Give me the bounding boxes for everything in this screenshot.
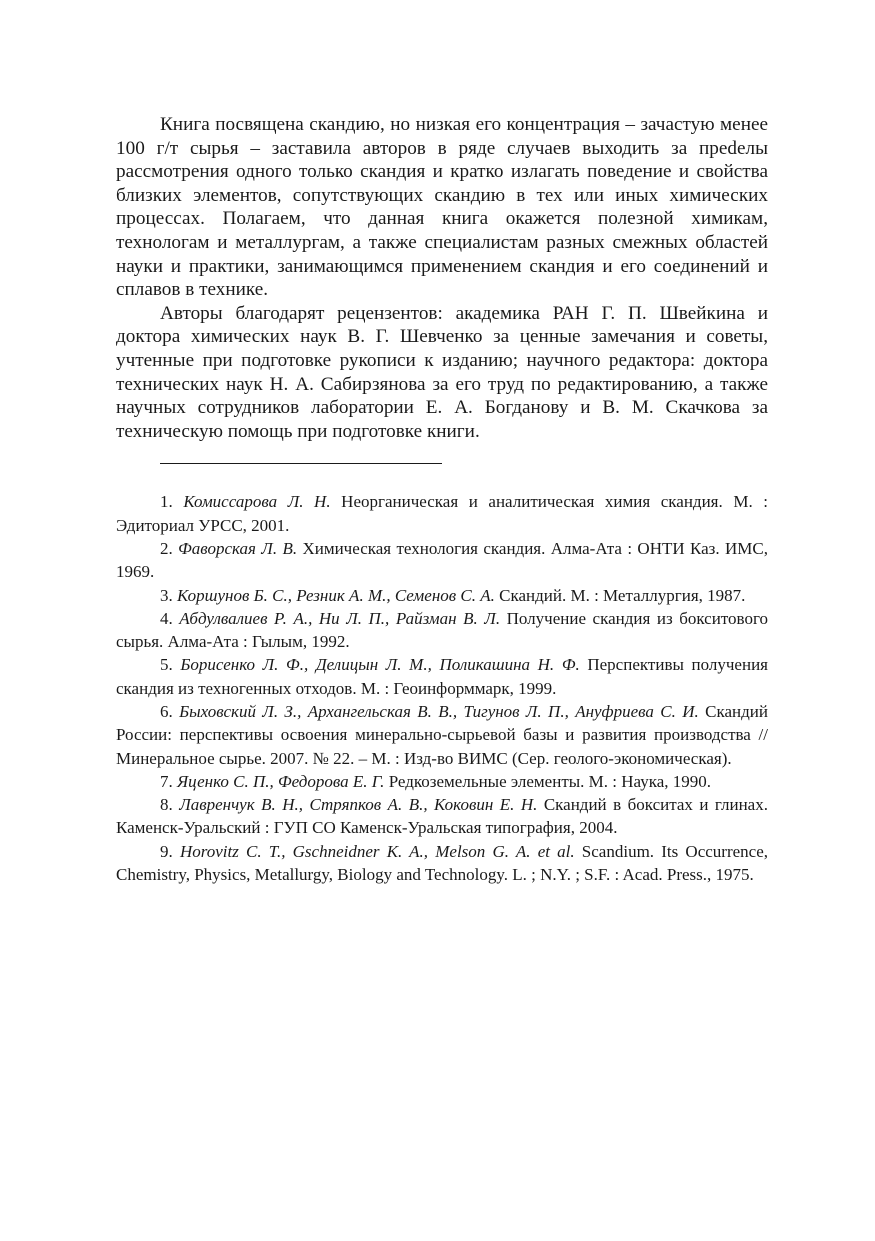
footnote-divider [160,463,442,464]
paragraph-intro: Книга посвящена скандию, но низкая его концентрация – зачастую менее 100 г/т сырья – заставила авторов в ряде случаев выходить за преdелы рассмотрения одного только скандия и кратко излагать поведение и свойства близких элементов, сопутствующих скандию в тех или иных химических процессах. Полагаем, что данная книга окажется полезной химикам, технологам и металлургам, а также специалистам разных смежных областей науки и практики, занимающимся применением скандия и его соединений и сплавов в технике. [116,114,768,301]
reference-number: 3. [160,585,177,605]
reference-text: Редкоземельные элементы. М. : Наука, 1990. [384,771,712,791]
reference-authors: Коршунов Б. С., Резник А. М., Семенов С. А. [177,585,495,605]
reference-number: 4. [160,608,180,628]
reference-text: Перспективы получения скандия из техногенных отходов. М. : Геоинформмарк, 1999. [116,655,768,698]
reference-authors: Фаворская Л. В. [178,538,298,558]
reference-item [116,607,768,654]
reference-list [116,490,768,886]
reference-authors: Быховский Л. З., Архангельская В. В., Тигунов Л. П., Ануфриева С. И. [179,701,699,721]
body-text [116,113,768,443]
reference-item [116,490,768,537]
reference-number: 5. [160,655,181,675]
reference-authors: Абдулвалиев Р. А., Ни Л. П., Райзман В. Л. [179,608,501,628]
reference-number: 1. [160,492,184,512]
reference-number: 9. [160,841,180,861]
reference-item [116,793,768,840]
paragraph-acknowledgements: Авторы благодарят рецензентов: академика РАН Г. П. Швейкина и доктора химических наук В. Г. Шевченко за ценные замечания и советы, учтенные при подготовке рукописи к изданию; научного редактора: доктора технических наук Н. А. Сабирзянова за его труд по редактированию, а также научных сотрудников лаборатории Е. А. Богданову и В. М. Скачкова за техническую помощь при подготовке книги. [116,302,768,442]
reference-authors: Яценко С. П., Федорова Е. Г. [177,771,385,791]
reference-item [116,770,768,793]
reference-item [116,700,768,770]
reference-number: 8. [160,795,180,815]
reference-text: Скандий в бокситах и глинах. Каменск-Уральский : ГУП СО Каменск-Уральская типография, 2004. [116,795,768,838]
reference-item [116,584,768,607]
book-page [116,113,768,886]
reference-text: Скандий России: перспективы освоения минерально-сырьевой базы и развития производства // Минеральное сырье. 2007. № 22. – М. : Изд-во ВИМС (Сер. геолого-экономическая). [116,701,768,768]
reference-item [116,840,768,887]
reference-text: Химическая технология скандия. Алма-Ата : ОНТИ Каз. ИМС, 1969. [116,538,768,582]
reference-text: Scandium. Its Occurrence, Chemistry, Physics, Metallurgy, Biology and Technology. L. ; N.Y. ; S.F. : Acad. Press., 1975. [116,841,768,885]
reference-number: 7. [160,771,177,791]
reference-item [116,537,768,584]
reference-text: Скандий. М. : Металлургия, 1987. [494,585,746,605]
reference-authors: Horovitz C. T., Gschneidner K. A., Melson G. A. et al. [179,841,575,861]
reference-number: 2. [160,538,179,558]
reference-number: 6. [160,701,180,721]
reference-authors: Комиссарова Л. Н. [183,492,331,512]
reference-authors: Лавренчук В. Н., Стряпков А. В., Коковин Е. Н. [179,795,538,815]
reference-authors: Борисенко Л. Ф., Делицын Л. М., Поликашина Н. Ф. [180,655,580,675]
reference-text: Получение скандия из бокситового сырья. Алма-Ата : Гылым, 1992. [116,608,768,652]
reference-item [116,653,768,700]
reference-text: Неорганическая и аналитическая химия скандия. М. : Эдиториал УРСС, 2001. [116,492,768,535]
